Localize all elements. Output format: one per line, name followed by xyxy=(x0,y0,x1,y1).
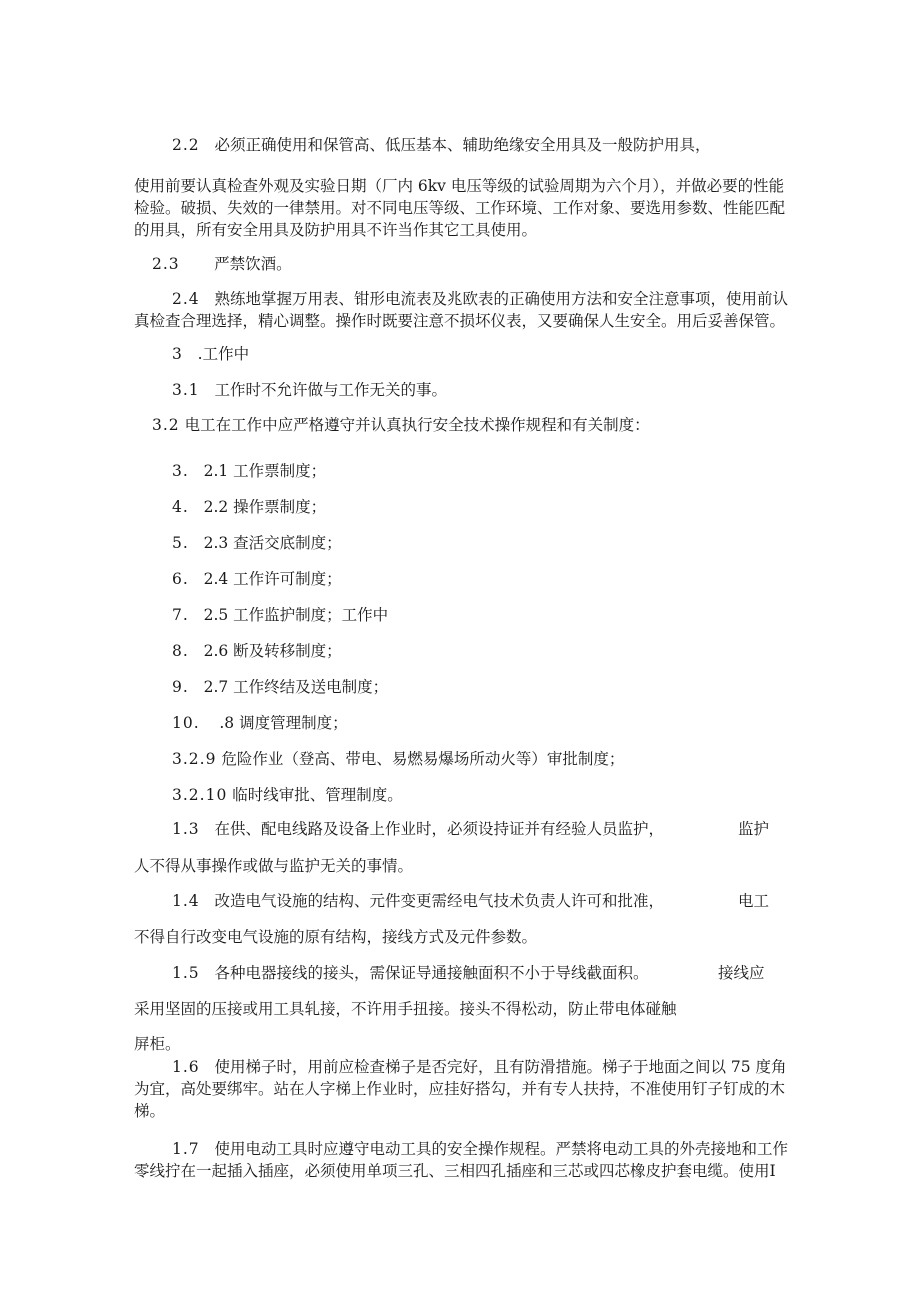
line-text: 使用梯子时，用前应检查梯子是否完好，且有防滑措施。梯子于地面之间以 75 度角 xyxy=(214,1058,787,1076)
list-number: 10. xyxy=(172,714,200,732)
paragraph-3-2 xyxy=(152,414,650,436)
section-number: 2.2 xyxy=(172,136,200,154)
paragraph-1-5-line-2 xyxy=(134,998,677,1020)
line-text: 必须正确使用和保管高、低压基本、辅助绝缘安全用具及一般防护用具， xyxy=(214,136,711,154)
section-number: 3.2 xyxy=(152,416,180,434)
paragraph-2-2-line-2 xyxy=(134,175,784,197)
line-text: 2.2 操作票制度； xyxy=(203,498,327,516)
line-text: 真检查合理选择，精心调整。操作时既要注意不损坏仪表，又要确保人生安全。用后妥善保管。 xyxy=(134,312,786,330)
line-text: 工作时不允许做与工作无关的事。 xyxy=(214,381,447,399)
section-number: 1.3 xyxy=(172,820,200,838)
list-number: 8. xyxy=(172,642,189,660)
section-number: 1.5 xyxy=(172,964,200,982)
list-item xyxy=(172,640,342,662)
line-text: 2.3 查活交底制度； xyxy=(203,534,342,552)
list-number: 4. xyxy=(172,498,189,516)
paragraph-1-6-line-1 xyxy=(172,1056,787,1078)
paragraph-1-6-line-3 xyxy=(134,1100,165,1122)
line-text: 检验。破损、失效的一律禁用。对不同电压等级、工作环境、工作对象、要选用参数、性能匹配 xyxy=(134,199,786,217)
list-number: 9. xyxy=(172,678,189,696)
line-text: 严禁饮酒。 xyxy=(214,255,292,273)
list-number: 3. xyxy=(172,462,189,480)
line-text: 监护 xyxy=(738,820,770,838)
list-item xyxy=(172,748,624,770)
line-text: 2.1 工作票制度； xyxy=(203,462,327,480)
list-item xyxy=(172,604,388,626)
paragraph-2-4-line-1 xyxy=(172,288,788,310)
line-text: 零线拧在一起插入插座，必须使用单项三孔、三相四孔插座和三芯或四芯橡皮护套电缆。使用Ⅰ xyxy=(134,1162,776,1180)
section-number: 1.4 xyxy=(172,892,200,910)
line-text: 屏柜。 xyxy=(134,1035,181,1053)
paragraph-1-7-line-1 xyxy=(172,1138,788,1160)
section-3-heading xyxy=(172,343,249,365)
line-text: 危险作业（登高、带电、易燃易爆场所动火等）审批制度； xyxy=(221,750,625,768)
line-text: 为宜，高处要绑牢。站在人字梯上作业时，应挂好搭勾，并有专人扶持，不准使用钉子钉成的木 xyxy=(134,1080,786,1098)
line-text: 2.5 工作监护制度；工作中 xyxy=(203,606,389,624)
paragraph-1-4-tail xyxy=(738,890,769,912)
paragraph-1-5-line-3 xyxy=(134,1033,181,1055)
line-text: .8 调度管理制度； xyxy=(219,714,348,732)
list-item xyxy=(172,496,326,518)
section-number: 1.7 xyxy=(172,1140,200,1158)
section-number: 3 xyxy=(172,345,183,363)
paragraph-2-2-line-1 xyxy=(172,134,710,156)
line-text: 改造电气设施的结构、元件变更需经电气技术负责人许可和批准， xyxy=(214,892,664,910)
line-text: .工作中 xyxy=(197,345,250,363)
section-number: 3.1 xyxy=(172,381,200,399)
line-text: 使用电动工具时应遵守电动工具的安全操作规程。严禁将电动工具的外壳接地和工作 xyxy=(214,1140,788,1158)
paragraph-2-2-line-4 xyxy=(134,219,537,241)
paragraph-1-3-tail xyxy=(738,818,769,840)
paragraph-1-7-line-2 xyxy=(134,1160,776,1182)
line-text: 熟练地掌握万用表、钳形电流表及兆欧表的正确使用方法和安全注意事项，使用前认 xyxy=(214,290,788,308)
list-item xyxy=(172,712,348,734)
list-item xyxy=(172,568,342,590)
line-text: 使用前要认真检查外观及实验日期（厂内 6kv 电压等级的试验周期为六个月），并做必要的性能 xyxy=(134,177,785,195)
paragraph-1-4-line-2 xyxy=(134,926,537,948)
line-text: 临时线审批、管理制度。 xyxy=(232,786,403,804)
paragraph-1-3-line-2 xyxy=(134,855,413,877)
list-number: 3.2.10 xyxy=(172,786,228,804)
list-number: 7. xyxy=(172,606,189,624)
list-item xyxy=(172,460,326,482)
line-text: 人不得从事操作或做与监护无关的事情。 xyxy=(134,857,414,875)
line-text: 电工在工作中应严格遵守并认真执行安全技术操作规程和有关制度： xyxy=(184,416,650,434)
list-number: 6. xyxy=(172,570,189,588)
paragraph-1-5-tail xyxy=(718,962,765,984)
list-item xyxy=(172,532,342,554)
section-number: 2.4 xyxy=(172,290,200,308)
paragraph-3-1 xyxy=(172,379,447,401)
line-text: 不得自行改变电气设施的原有结构，接线方式及元件参数。 xyxy=(134,928,538,946)
paragraph-2-4-line-2 xyxy=(134,310,785,332)
line-text: 2.4 工作许可制度； xyxy=(203,570,342,588)
line-text: 接线应 xyxy=(718,964,765,982)
line-text: 各种电器接线的接头，需保证导通接触面积不小于导线截面积。 xyxy=(214,964,649,982)
list-number: 3.2.9 xyxy=(172,750,217,768)
section-number: 1.6 xyxy=(172,1058,200,1076)
line-text: 2.7 工作终结及送电制度； xyxy=(203,678,389,696)
line-text: 梯。 xyxy=(134,1102,166,1120)
paragraph-1-3-line-1 xyxy=(172,818,664,840)
line-text: 的用具，所有安全用具及防护用具不许当作其它工具使用。 xyxy=(134,221,538,239)
line-text: 2.6 断及转移制度； xyxy=(203,642,342,660)
line-text: 在供、配电线路及设备上作业时，必须设持证并有经验人员监护， xyxy=(214,820,664,838)
paragraph-1-5-line-1 xyxy=(172,962,648,984)
paragraph-1-4-line-1 xyxy=(172,890,664,912)
paragraph-1-6-line-2 xyxy=(134,1078,785,1100)
line-text: 电工 xyxy=(738,892,770,910)
list-number: 5. xyxy=(172,534,189,552)
paragraph-2-3 xyxy=(152,253,292,275)
line-text: 采用坚固的压接或用工具轧接，不许用手扭接。接头不得松动，防止带电体碰触 xyxy=(134,1000,677,1018)
paragraph-2-2-line-3 xyxy=(134,197,785,219)
section-number: 2.3 xyxy=(152,255,180,273)
list-item xyxy=(172,784,403,806)
list-item xyxy=(172,676,388,698)
